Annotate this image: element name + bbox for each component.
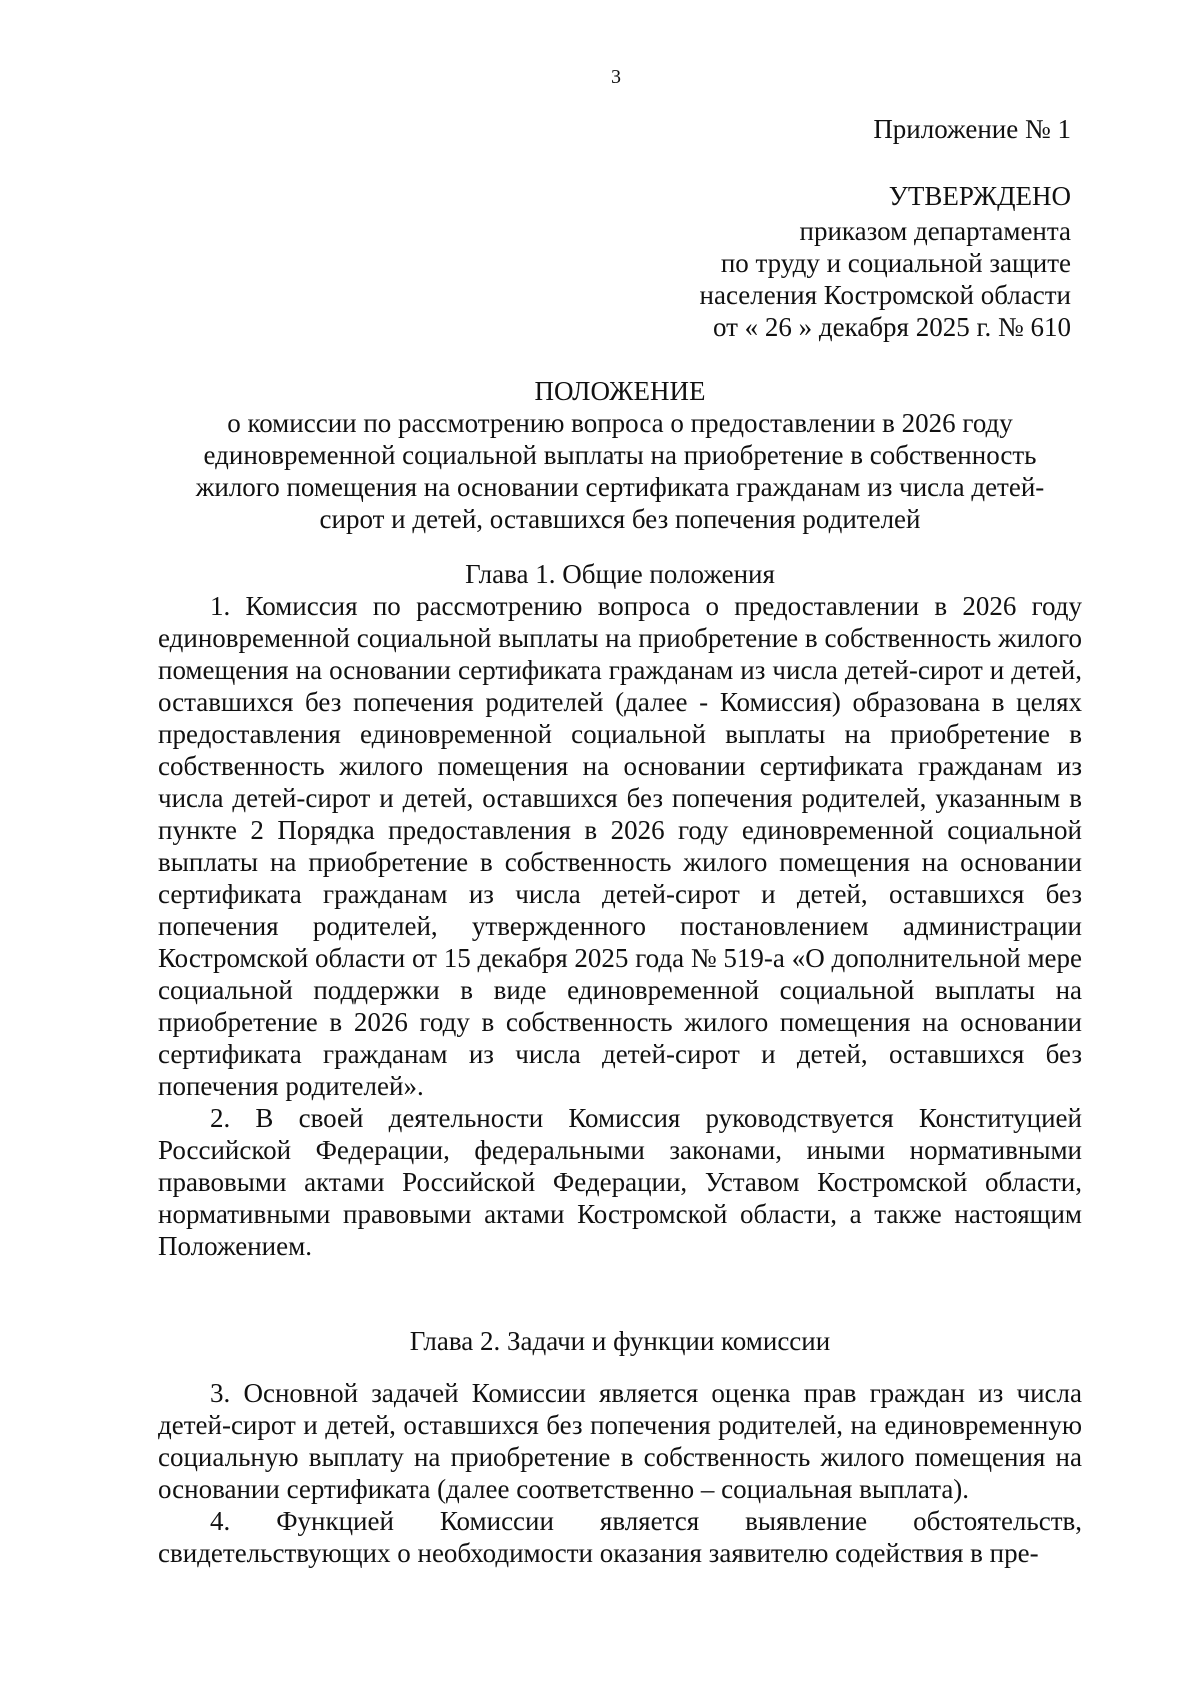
- chapter-2-heading: Глава 2. Задачи и функции комиссии: [409, 1326, 831, 1356]
- approval-block: [700, 180, 1071, 343]
- document-title-block: [158, 375, 1082, 535]
- document-subtitle-line: сирот и детей, оставшихся без попечения родителей: [319, 504, 921, 534]
- approval-order-date: от « 26 » декабря 2025 г. № 610: [712, 312, 1071, 342]
- document-subtitle-line: жилого помещения на основании сертификата гражданам из числа детей-: [195, 472, 1045, 502]
- paragraph-2: 2. В своей деятельности Комиссия руководствуется Конституцией Российской Федерации, федеральными законами, иными нормативными правовыми актами Российской Федерации, Уставом Костромской области, нормативными правовыми актами Костромской области, а также настоящим Положением.: [158, 1103, 1082, 1261]
- document-subtitle-line: единовременной социальной выплаты на приобретение в собственность: [203, 440, 1037, 470]
- approval-heading: УТВЕРЖДЕНО: [888, 181, 1071, 211]
- chapter-2-section: [158, 1325, 1082, 1569]
- approval-line: приказом департамента: [799, 216, 1071, 246]
- chapter-1-heading: Глава 1. Общие положения: [465, 559, 775, 589]
- paragraph-4: 4. Функцией Комиссии является выявление обстоятельств, свидетельствующих о необходимости оказания заявителю содействия в пре-: [158, 1506, 1082, 1568]
- paragraph-3: 3. Основной задачей Комиссии является оценка прав граждан из числа детей-сирот и детей, оставшихся без попечения родителей, на единовременную социальную выплату на приобретение в собственность жилого помещения на основании сертификата (далее соответственно – социальная выплата).: [158, 1378, 1082, 1504]
- chapter-1-section: [158, 558, 1082, 1262]
- appendix-label: Приложение № 1: [873, 114, 1071, 144]
- approval-line: населения Костромской области: [699, 280, 1071, 310]
- approval-line: по труду и социальной защите: [720, 248, 1071, 278]
- document-title: ПОЛОЖЕНИЕ: [534, 376, 706, 406]
- paragraph-1: 1. Комиссия по рассмотрению вопроса о предоставлении в 2026 году единовременной социальной выплаты на приобретение в собственность жилого помещения на основании сертификата гражданам из числа детей-сирот и детей, оставшихся без попечения родителей (далее - Комиссия) образована в целях предоставления единовременной социальной выплаты на приобретение в собственность жилого помещения на основании сертификата гражданам из числа детей-сирот и детей, оставшихся без попечения родителей, указанным в пункте 2 Порядка предоставления в 2026 году единовременной социальной выплаты на приобретение в собственность жилого помещения на основании сертификата гражданам из числа детей-сирот и детей, оставшихся без попечения родителей, утвержденного постановлением администрации Костромской области от 15 декабря 2025 года № 519-а «О дополнительной мере социальной поддержки в виде единовременной социальной выплаты на приобретение в 2026 году в собственность жилого помещения на основании сертификата гражданам из числа детей-сирот и детей, оставшихся без попечения родителей».: [158, 591, 1082, 1101]
- document-subtitle-line: о комиссии по рассмотрению вопроса о предоставлении в 2026 году: [227, 408, 1013, 438]
- page-number: 3: [611, 66, 621, 88]
